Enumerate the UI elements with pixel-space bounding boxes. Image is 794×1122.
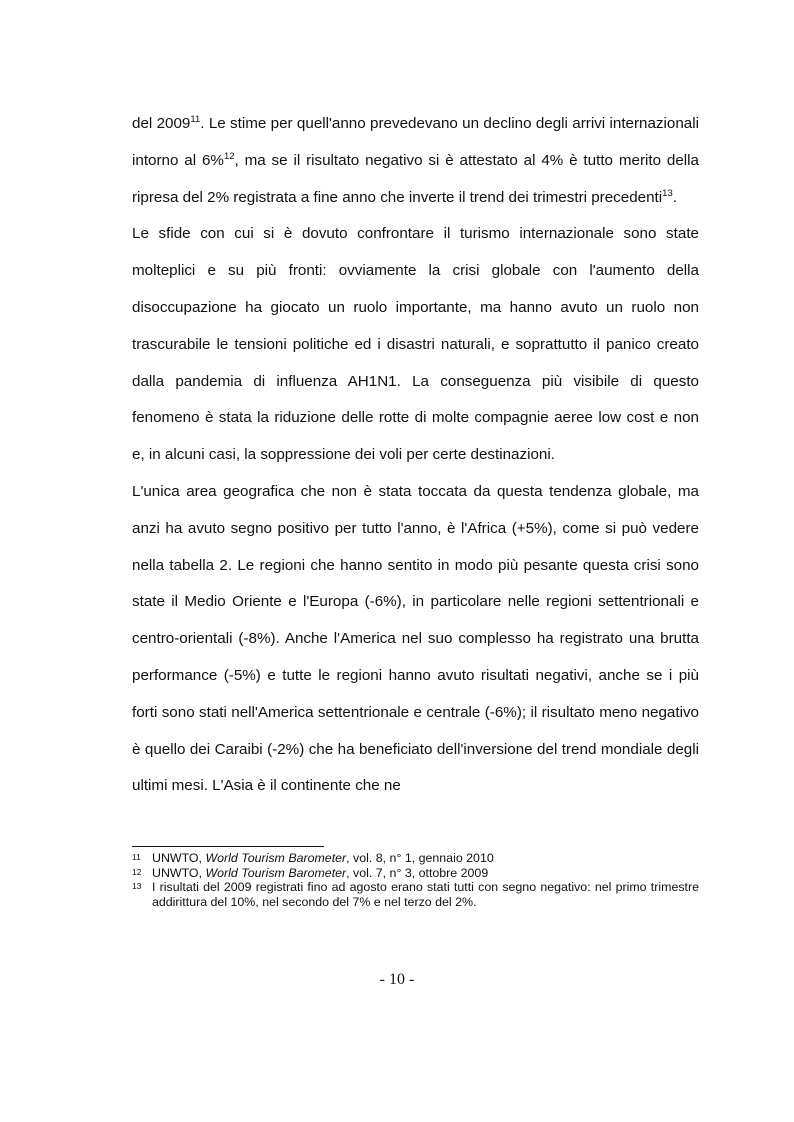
footnote-details: , vol. 7, n° 3, ottobre 2009: [346, 865, 489, 880]
paragraph-3: L'unica area geografica che non è stata toccata da questa tendenza globale, ma anzi ha avuto segno positivo per tutto l'anno, è l'Africa (+5%), come si può vedere nella tabella 2. Le regioni che hanno sentito in modo più pesante questa crisi sono state il Medio Oriente e l'Europa (-6%), in particolare nelle regioni settentrionali e centro-orientali (-8%). Anche l'America nel suo complesso ha registrato una brutta performance (-5%) e tutte le regioni hanno avuto risultati negativi, anche se i più forti sono stati nell'America settentrionale e centrale (-6%); il risultato meno negativo è quello dei Caraibi (-2%) che ha beneficiato dell'inversione del trend mondiale degli ultimi mesi. L'Asia è il continente che ne: [132, 482, 699, 795]
p1-text-c: , ma se il risultato negativo si è attestato al 4% è tutto merito della ripresa del 2% registrata a fine anno che inverte il trend dei trimestri precedenti: [132, 151, 699, 206]
footnote-number: 11: [132, 852, 141, 862]
footnote-details: , vol. 8, n° 1, gennaio 2010: [346, 851, 494, 865]
footnote-ref-12[interactable]: 12: [223, 150, 235, 162]
p1-text-a: del 2009: [132, 115, 191, 132]
footnote-source: UNWTO,: [152, 865, 206, 880]
footnote-source: UNWTO,: [152, 851, 206, 865]
footnote-text: [152, 866, 699, 881]
p1-text-b: . Le stime per quell'anno prevedevano un declino degli arrivi internazionali intorno al 6%: [132, 115, 699, 169]
footnote-number: 13: [132, 881, 142, 892]
page-number: - 10 -: [379, 971, 415, 988]
paragraph-2: Le sfide con cui si è dovuto confrontare il turismo internazionale sono state molteplici e su più fronti: ovviamente la crisi globale con l'aumento della disoccupazione ha giocato un ruolo importante, ma hanno avuto un ruolo non trascurabile le tensioni politiche ed i disastri naturali, e soprattutto il panico creato dalla pandemia di influenza AH1N1. La conseguenza più visibile di questo fenomeno è stata la riduzione delle rotte di molte compagnie aeree low cost e non e, in alcuni casi, la soppressione dei voli per certe destinazioni.: [132, 225, 699, 464]
footnote-title: World Tourism Barometer: [205, 865, 347, 880]
footnote-13: [132, 880, 699, 909]
footnote-11: [132, 851, 699, 866]
footnote-ref-13[interactable]: 13: [662, 187, 673, 199]
footnote-separator: [132, 846, 324, 847]
footnote-number: 12: [132, 866, 142, 877]
footnote-title: World Tourism Barometer: [205, 851, 347, 865]
footnote-text: I risultati del 2009 registrati fino ad agosto erano stati tutti con segno negativo: nel primo trimestre addirittura del 10%, nel secondo del 7% e nel terzo del 2%.: [152, 880, 699, 909]
footnote-text: [152, 851, 699, 866]
body-text: [132, 106, 699, 805]
paragraph-1: [132, 106, 699, 216]
footnote-12: [132, 866, 699, 881]
p1-text-d: .: [672, 188, 677, 206]
footnote-ref-11[interactable]: 11: [190, 114, 201, 125]
footnotes: [132, 851, 699, 909]
